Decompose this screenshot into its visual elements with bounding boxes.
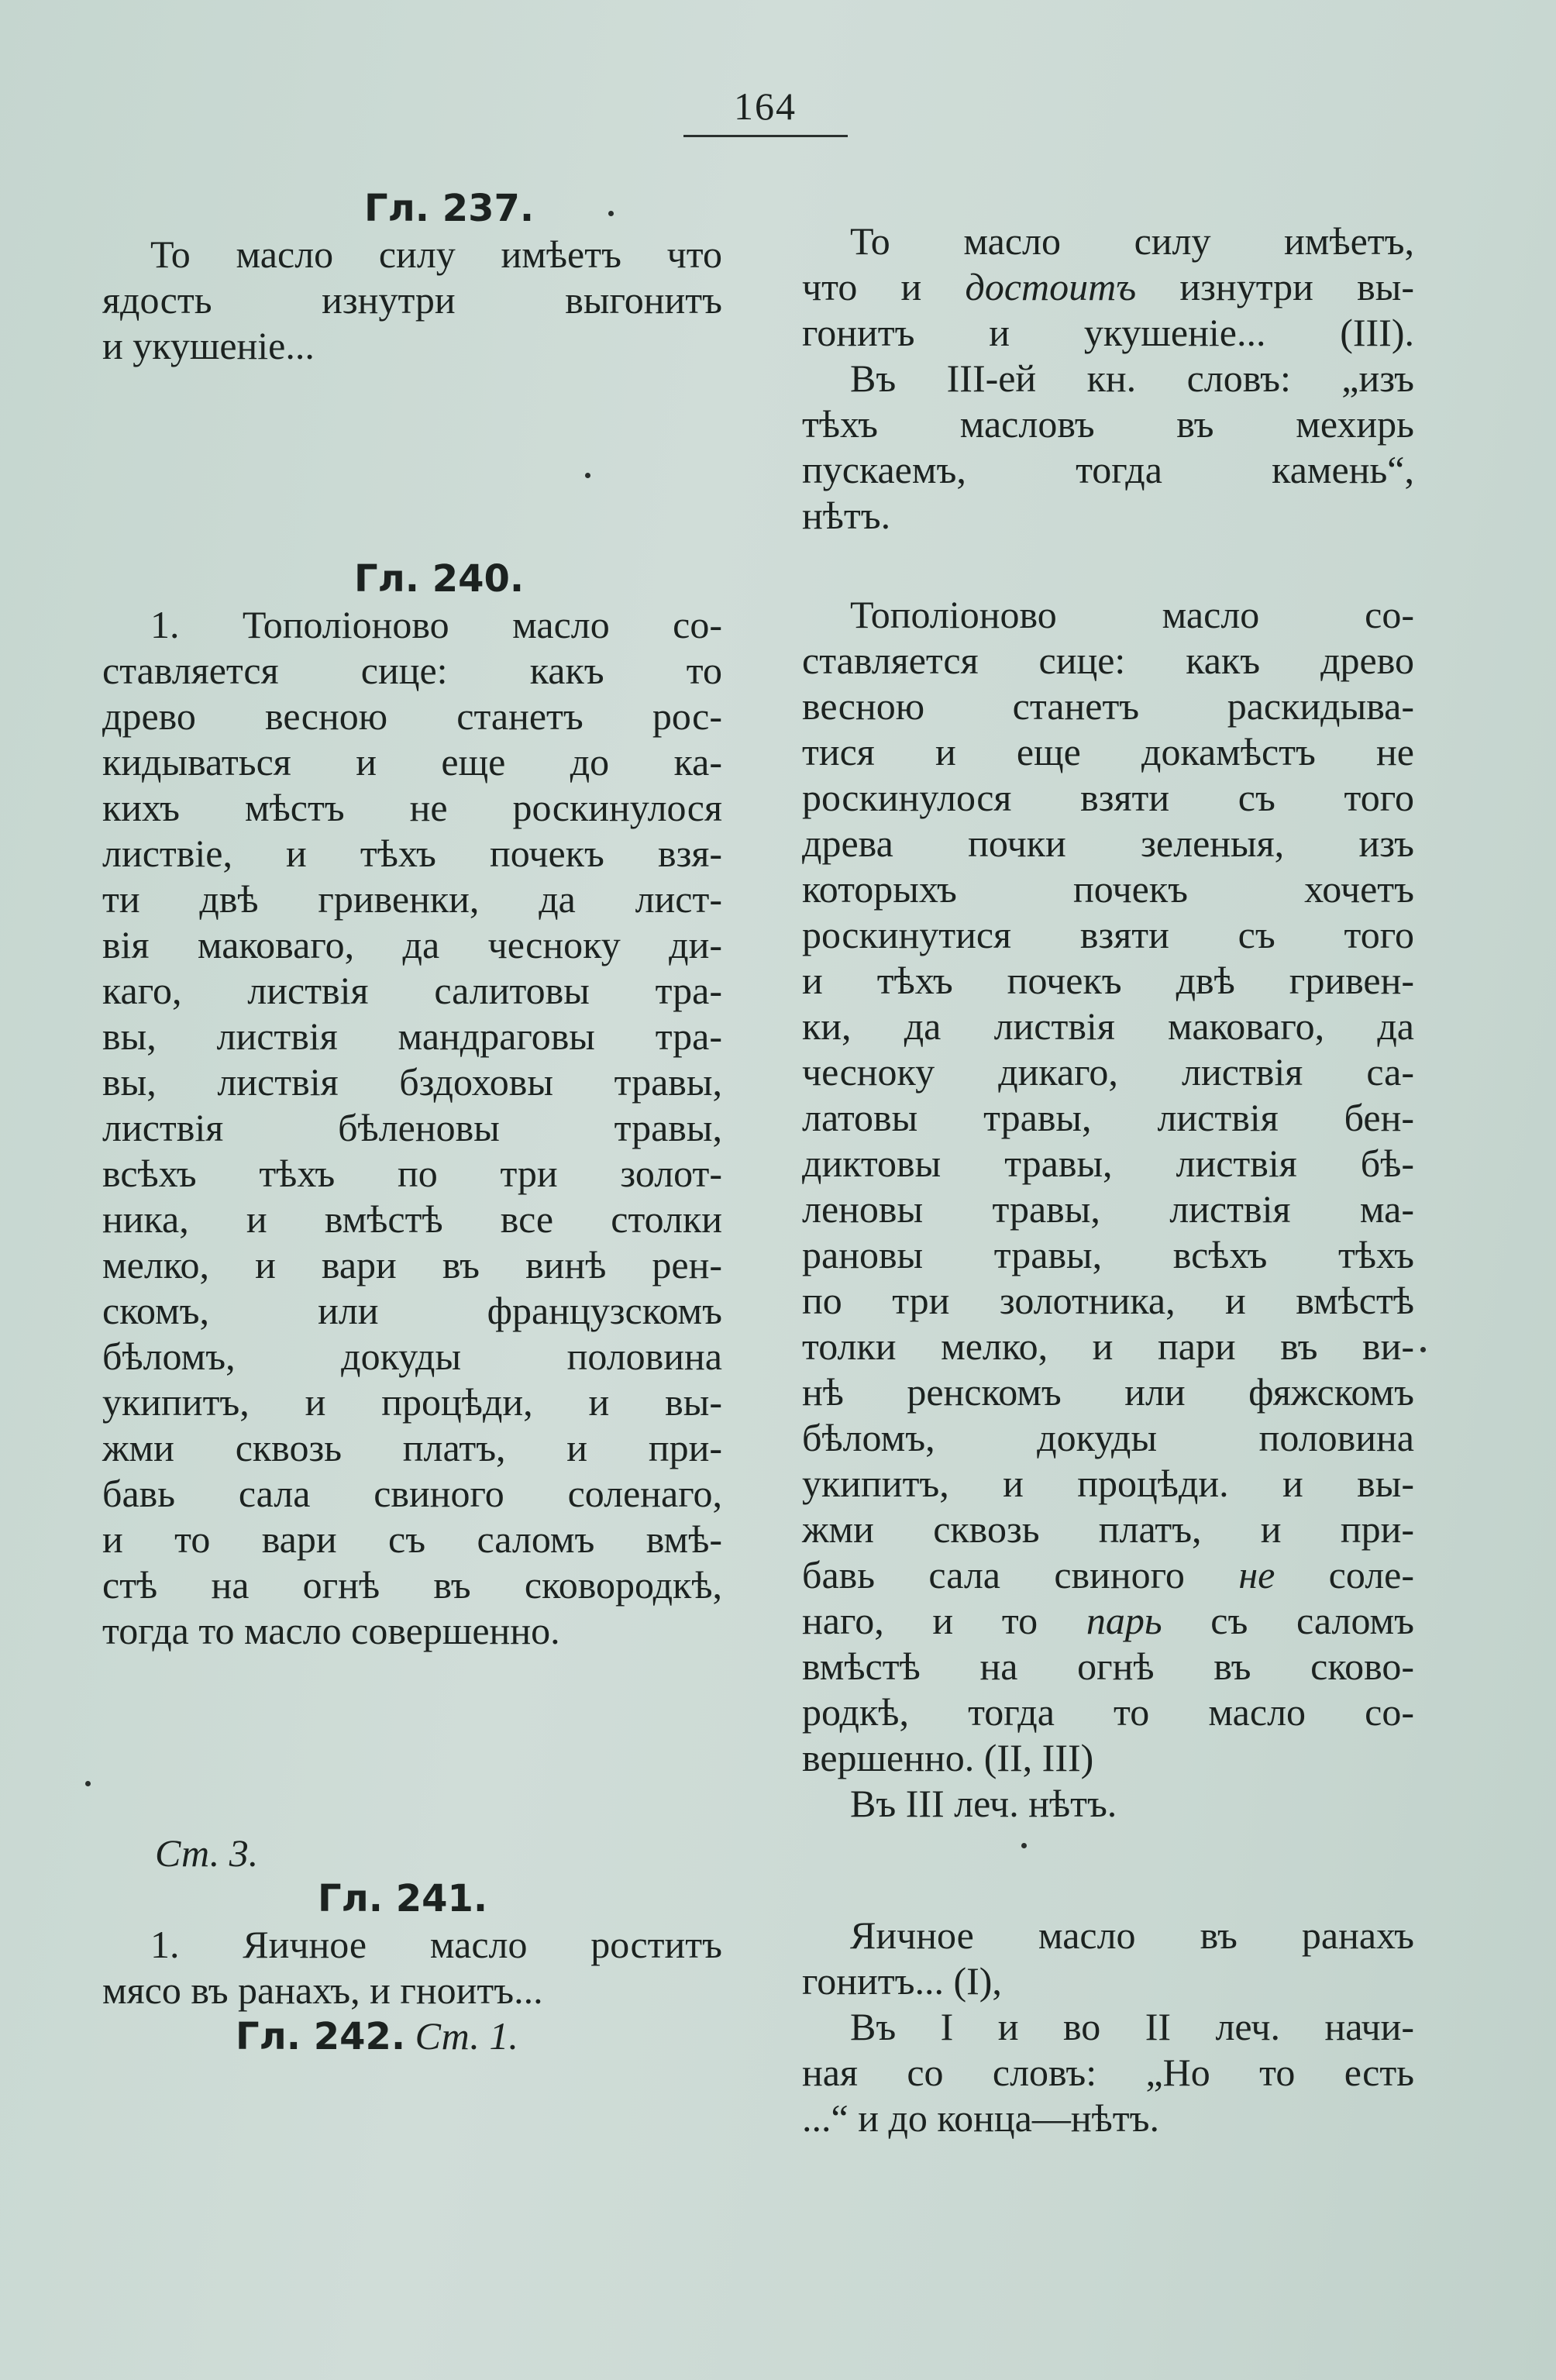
text-line — [802, 264, 1414, 310]
text-line: по три золотника, и вмѣстѣ — [802, 1279, 1414, 1322]
text-line: ядость изнутри выгонитъ — [102, 278, 722, 322]
right-variant-240 — [802, 592, 1414, 1827]
text-line: кихъ мѣстъ не роскинулося — [102, 786, 722, 829]
chapter-242-line — [102, 2013, 722, 2060]
text-line: 1. Тополіоново масло со- — [150, 603, 722, 646]
left-chapter-241 — [102, 1831, 722, 2060]
print-speck — [85, 1781, 91, 1786]
text-line: ...“ и до конца—нѣтъ. — [802, 2096, 1159, 2140]
text-line: кидываться и еще до ка- — [102, 740, 722, 784]
text-line: каго, листвія салитовы тра- — [102, 969, 722, 1012]
text-line: ки, да листвія маковаго, да — [802, 1004, 1414, 1048]
chapter-heading: Гл. 241. — [318, 1877, 488, 1920]
text-line: которыхъ почекъ хочетъ — [802, 867, 1414, 911]
text-line: диктовы травы, листвія бѣ- — [802, 1142, 1414, 1185]
print-speck — [585, 473, 590, 478]
variant-note: Въ III леч. нѣтъ. — [850, 1782, 1117, 1825]
text-line — [802, 1552, 1414, 1598]
text-line: мелко, и вари въ винѣ рен- — [102, 1243, 722, 1286]
text-run: что и — [802, 265, 966, 308]
text-line: и укушеніе... — [102, 324, 315, 367]
text-line — [802, 1598, 1414, 1644]
text-line: листвія бѣленовы травы, — [102, 1106, 722, 1149]
text-line: древа почки зеленыя, изъ — [802, 821, 1414, 865]
text-line: вмѣстѣ на огнѣ въ сково- — [802, 1645, 1414, 1688]
text-line: укипитъ, и процѣди, и вы- — [102, 1380, 722, 1424]
text-line: ника, и вмѣстѣ все столки — [102, 1197, 722, 1241]
text-line: жми сквозь платъ, и при- — [102, 1426, 722, 1469]
print-speck — [1021, 1843, 1027, 1848]
text-line: вы, листвія мандраговы тра- — [102, 1014, 722, 1058]
variant-word: не — [1238, 1553, 1275, 1596]
text-line: вія маковаго, да чесноку ди- — [102, 923, 722, 966]
text-line: латовы травы, листвія бен- — [802, 1096, 1414, 1139]
text-line: и тѣхъ почекъ двѣ гривен- — [802, 959, 1414, 1002]
verse-reference: Ст. 3. — [155, 1831, 259, 1875]
text-line: нѣтъ. — [802, 494, 891, 537]
text-line: рановы травы, всѣхъ тѣхъ — [802, 1233, 1414, 1276]
text-line: тогда то масло совершенно. — [102, 1609, 560, 1652]
text-line: вершенно. (II, III) — [802, 1736, 1094, 1779]
text-line: гонитъ... (I), — [802, 1959, 1002, 2003]
verse-reference: Ст. 1. — [415, 2014, 518, 2058]
text-line: жми сквозь платъ, и при- — [802, 1507, 1414, 1551]
text-run: изнутри вы- — [1136, 265, 1414, 308]
text-line: вы, листвія бздоховы травы, — [102, 1060, 722, 1104]
text-line: Яичное масло въ ранахъ — [850, 1913, 1414, 1957]
text-run: съ саломъ — [1162, 1599, 1414, 1642]
right-variant-237 — [802, 219, 1414, 539]
right-variant-241 — [802, 1913, 1414, 2141]
text-line: всѣхъ тѣхъ по три золот- — [102, 1152, 722, 1195]
text-line: толки мелко, и пари въ ви- — [802, 1324, 1414, 1368]
page-number-rule — [683, 135, 848, 137]
text-line: скомъ, или французскомъ — [102, 1289, 722, 1332]
left-chapter-237 — [102, 186, 722, 369]
text-line: Въ III-ей кн. словъ: „изъ — [850, 356, 1414, 400]
variant-word: достоитъ — [965, 265, 1137, 308]
text-line: чесноку дикаго, листвія са- — [802, 1050, 1414, 1094]
text-run: наго, и то — [802, 1599, 1086, 1642]
text-line: листвіе, и тѣхъ почекъ взя- — [102, 832, 722, 875]
text-line: ти двѣ гривенки, да лист- — [102, 877, 722, 921]
text-line: стѣ на огнѣ въ сковородкѣ, — [102, 1563, 722, 1607]
chapter-heading: Гл. 240. — [354, 557, 525, 601]
text-line: 1. Яичное масло роститъ — [150, 1923, 722, 1966]
text-line: бѣломъ, докуды половина — [102, 1335, 722, 1378]
text-line: гонитъ и укушеніе... (III). — [802, 311, 1414, 354]
variant-word: парь — [1086, 1599, 1162, 1642]
chapter-heading: Гл. 242. — [236, 2015, 406, 2058]
text-line: Въ I и во II леч. начи- — [850, 2005, 1414, 2048]
text-line: роскинулося взяти съ того — [802, 776, 1414, 819]
text-line: ная со словъ: „Но то есть — [802, 2051, 1414, 2094]
page-number: 164 — [734, 84, 797, 128]
print-speck — [1420, 1347, 1426, 1352]
print-speck — [608, 211, 614, 216]
text-line: древо весною станетъ рос- — [102, 694, 722, 738]
left-chapter-240 — [102, 556, 722, 1654]
text-line: роскинутися взяти съ того — [802, 913, 1414, 956]
text-line: пускаемъ, тогда камень“, — [802, 448, 1414, 491]
text-line: бавь сала свиного соленаго, — [102, 1472, 722, 1515]
chapter-heading: Гл. 237. — [364, 187, 535, 230]
text-line: ставляется сице: какъ древо — [802, 639, 1414, 682]
text-line: мясо въ ранахъ, и гноитъ... — [102, 1968, 543, 2012]
text-line: тися и еще докамѣстъ не — [802, 730, 1414, 773]
text-line: Тополіоново масло со- — [850, 593, 1414, 636]
text-run: бавь сала свиного — [802, 1553, 1239, 1596]
text-run: соле- — [1275, 1553, 1415, 1596]
text-line: нѣ ренскомъ или фяжскомъ — [802, 1370, 1414, 1414]
text-line: тѣхъ масловъ въ мехирь — [802, 402, 1414, 446]
text-line: укипитъ, и процѣди. и вы- — [802, 1462, 1414, 1505]
text-line: То масло силу имѣетъ, — [850, 219, 1414, 263]
text-line: весною станетъ раскидыва- — [802, 684, 1414, 728]
text-line: То масло силу имѣетъ что — [150, 232, 722, 276]
text-line: и то вари съ саломъ вмѣ- — [102, 1517, 722, 1561]
text-line: леновы травы, листвія ма- — [802, 1187, 1414, 1231]
text-line: ставляется сице: какъ то — [102, 649, 722, 692]
text-line: родкѣ, тогда то масло со- — [802, 1690, 1414, 1734]
text-line: бѣломъ, докуды половина — [802, 1416, 1414, 1459]
